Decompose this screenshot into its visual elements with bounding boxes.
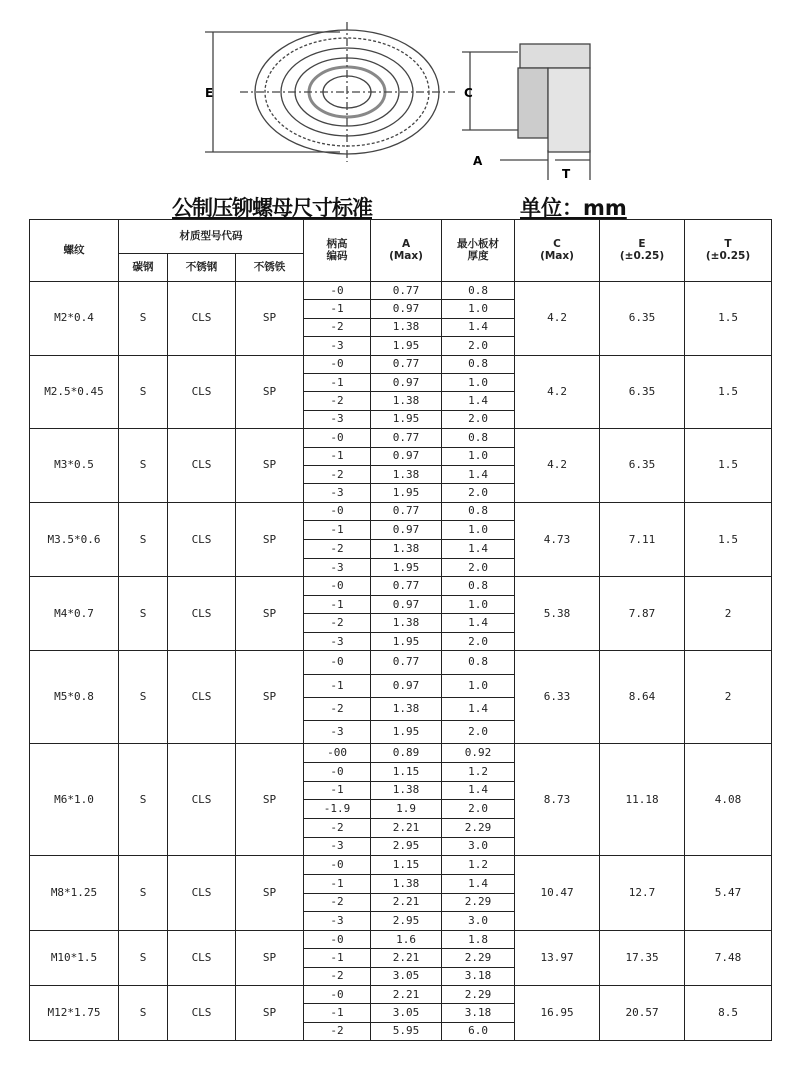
carbon-steel-code: S [119,985,168,1040]
thread-cell: M2.5*0.45 [30,355,119,429]
a-max-cell: 0.97 [371,595,442,614]
shank-code-cell: -1 [304,447,371,465]
e-cell: 7.11 [600,502,685,577]
shank-code-cell: -1 [304,521,371,540]
t-cell: 1.5 [685,502,772,577]
a-max-cell: 1.38 [371,392,442,410]
header-t: T (±0.25) [685,220,772,282]
a-max-cell: 1.38 [371,697,442,720]
min-sheet-cell: 0.8 [442,651,515,674]
shank-code-cell: -2 [304,1022,371,1040]
c-max-cell: 10.47 [515,856,600,931]
shank-code-cell: -2 [304,318,371,336]
shank-code-cell: -1 [304,781,371,800]
header-e: E (±0.25) [600,220,685,282]
min-sheet-cell: 0.8 [442,577,515,596]
min-sheet-cell: 1.4 [442,781,515,800]
header-a: A (Max) [371,220,442,282]
min-sheet-cell: 2.0 [442,632,515,651]
shank-code-cell: -2 [304,540,371,559]
shank-code-cell: -2 [304,967,371,985]
t-cell: 8.5 [685,985,772,1040]
shank-code-cell: -3 [304,484,371,502]
stainless-iron-code: SP [236,577,304,651]
min-sheet-cell: 1.4 [442,875,515,894]
min-sheet-cell: 0.8 [442,429,515,447]
min-sheet-cell: 2.29 [442,893,515,912]
c-max-cell: 6.33 [515,651,600,744]
carbon-steel-code: S [119,931,168,986]
stainless-steel-code: CLS [168,577,236,651]
min-sheet-cell: 1.8 [442,931,515,949]
min-sheet-cell: 1.0 [442,373,515,391]
stainless-steel-code: CLS [168,355,236,429]
page-title: 公制压铆螺母尺寸标准 [172,196,372,220]
t-cell: 1.5 [685,282,772,356]
dimension-table [29,219,772,1041]
stainless-steel-code: CLS [168,744,236,856]
shank-code-cell: -1 [304,949,371,967]
stainless-steel-code: CLS [168,429,236,503]
stainless-iron-code: SP [236,856,304,931]
a-max-cell: 1.38 [371,318,442,336]
a-max-cell: 1.95 [371,410,442,428]
shank-code-cell: -2 [304,614,371,633]
e-cell: 6.35 [600,282,685,356]
a-max-cell: 0.77 [371,429,442,447]
a-max-cell: 1.95 [371,558,442,577]
min-sheet-cell: 0.8 [442,355,515,373]
e-cell: 6.35 [600,429,685,503]
a-max-cell: 1.38 [371,781,442,800]
a-max-cell: 0.77 [371,502,442,521]
shank-code-cell: -2 [304,392,371,410]
a-max-cell: 0.97 [371,674,442,697]
a-max-cell: 2.95 [371,912,442,931]
shank-code-cell: -3 [304,912,371,931]
unit-label: 单位：mm [520,196,627,220]
shank-code-cell: -1 [304,300,371,318]
table-row [30,931,772,949]
stainless-iron-code: SP [236,282,304,356]
a-max-cell: 1.38 [371,540,442,559]
a-max-cell: 1.95 [371,484,442,502]
a-max-cell: 1.95 [371,337,442,355]
stainless-iron-code: SP [236,985,304,1040]
carbon-steel-code: S [119,355,168,429]
shank-code-cell: -1 [304,674,371,697]
min-sheet-cell: 1.0 [442,521,515,540]
shank-code-cell: -00 [304,744,371,763]
min-sheet-cell: 1.0 [442,674,515,697]
header-c: C (Max) [515,220,600,282]
a-max-cell: 1.15 [371,856,442,875]
min-sheet-cell: 1.0 [442,447,515,465]
shank-code-cell: -0 [304,577,371,596]
a-max-cell: 1.38 [371,614,442,633]
a-max-cell: 0.97 [371,447,442,465]
label-t: T [562,167,571,181]
t-cell: 2 [685,577,772,651]
min-sheet-cell: 1.4 [442,318,515,336]
label-a: A [473,154,483,168]
table-row [30,429,772,447]
min-sheet-cell: 2.29 [442,985,515,1003]
a-max-cell: 0.97 [371,373,442,391]
t-cell: 1.5 [685,355,772,429]
stainless-steel-code: CLS [168,931,236,986]
shank-code-cell: -0 [304,931,371,949]
min-sheet-cell: 1.4 [442,392,515,410]
a-max-cell: 1.38 [371,465,442,483]
shank-code-cell: -2 [304,465,371,483]
min-sheet-cell: 3.18 [442,1004,515,1022]
e-cell: 8.64 [600,651,685,744]
min-sheet-cell: 2.29 [442,949,515,967]
stainless-iron-code: SP [236,502,304,577]
shank-code-cell: -1 [304,1004,371,1022]
shank-code-cell: -0 [304,355,371,373]
label-e: E [205,86,214,100]
t-cell: 5.47 [685,856,772,931]
thread-cell: M3.5*0.6 [30,502,119,577]
a-max-cell: 2.21 [371,985,442,1003]
a-max-cell: 3.05 [371,1004,442,1022]
header-stainless-iron: 不锈铁 [236,254,304,282]
carbon-steel-code: S [119,282,168,356]
table-row [30,577,772,596]
carbon-steel-code: S [119,502,168,577]
header-thread: 螺纹 [30,220,119,282]
label-c: C [464,86,473,100]
min-sheet-cell: 0.8 [442,282,515,300]
shank-code-cell: -3 [304,410,371,428]
shank-code-cell: -2 [304,697,371,720]
nut-technical-drawing [0,0,800,190]
min-sheet-cell: 3.0 [442,837,515,856]
e-cell: 20.57 [600,985,685,1040]
a-max-cell: 3.05 [371,967,442,985]
c-max-cell: 8.73 [515,744,600,856]
thread-cell: M5*0.8 [30,651,119,744]
min-sheet-cell: 2.0 [442,410,515,428]
c-max-cell: 4.2 [515,282,600,356]
min-sheet-cell: 1.4 [442,614,515,633]
min-sheet-cell: 2.0 [442,721,515,744]
header-material-code: 材质型号代码 [119,220,304,254]
a-max-cell: 0.77 [371,355,442,373]
e-cell: 6.35 [600,355,685,429]
a-max-cell: 1.95 [371,632,442,651]
t-cell: 4.08 [685,744,772,856]
shank-code-cell: -0 [304,282,371,300]
shank-code-cell: -0 [304,762,371,781]
min-sheet-cell: 6.0 [442,1022,515,1040]
thread-cell: M12*1.75 [30,985,119,1040]
shank-code-cell: -0 [304,502,371,521]
a-max-cell: 2.21 [371,949,442,967]
min-sheet-cell: 3.0 [442,912,515,931]
header-stainless-steel: 不锈钢 [168,254,236,282]
shank-code-cell: -0 [304,856,371,875]
min-sheet-cell: 0.8 [442,502,515,521]
table-row [30,744,772,763]
table-row [30,985,772,1003]
c-max-cell: 4.2 [515,429,600,503]
thread-cell: M6*1.0 [30,744,119,856]
a-max-cell: 1.9 [371,800,442,819]
stainless-steel-code: CLS [168,651,236,744]
c-max-cell: 5.38 [515,577,600,651]
front-view [205,22,455,162]
c-max-cell: 4.2 [515,355,600,429]
thread-cell: M4*0.7 [30,577,119,651]
c-max-cell: 13.97 [515,931,600,986]
carbon-steel-code: S [119,856,168,931]
a-max-cell: 0.77 [371,651,442,674]
shank-code-cell: -2 [304,893,371,912]
table-row [30,282,772,300]
a-max-cell: 2.95 [371,837,442,856]
shank-code-cell: -3 [304,337,371,355]
thread-cell: M10*1.5 [30,931,119,986]
a-max-cell: 0.89 [371,744,442,763]
table-row [30,856,772,875]
min-sheet-cell: 1.2 [442,856,515,875]
min-sheet-cell: 1.4 [442,697,515,720]
a-max-cell: 5.95 [371,1022,442,1040]
header-carbon-steel: 碳钢 [119,254,168,282]
shank-code-cell: -0 [304,985,371,1003]
a-max-cell: 0.97 [371,300,442,318]
carbon-steel-code: S [119,429,168,503]
stainless-steel-code: CLS [168,282,236,356]
carbon-steel-code: S [119,744,168,856]
a-max-cell: 0.97 [371,521,442,540]
carbon-steel-code: S [119,577,168,651]
a-max-cell: 1.6 [371,931,442,949]
min-sheet-cell: 2.29 [442,818,515,837]
stainless-iron-code: SP [236,651,304,744]
min-sheet-cell: 1.0 [442,595,515,614]
a-max-cell: 1.38 [371,875,442,894]
c-max-cell: 4.73 [515,502,600,577]
shank-code-cell: -2 [304,818,371,837]
table-row [30,355,772,373]
stainless-steel-code: CLS [168,985,236,1040]
stainless-steel-code: CLS [168,502,236,577]
e-cell: 7.87 [600,577,685,651]
stainless-steel-code: CLS [168,856,236,931]
thread-cell: M3*0.5 [30,429,119,503]
min-sheet-cell: 2.0 [442,337,515,355]
min-sheet-cell: 1.2 [442,762,515,781]
e-cell: 11.18 [600,744,685,856]
a-max-cell: 2.21 [371,893,442,912]
t-cell: 1.5 [685,429,772,503]
e-cell: 17.35 [600,931,685,986]
min-sheet-cell: 2.0 [442,484,515,502]
shank-code-cell: -0 [304,429,371,447]
a-max-cell: 2.21 [371,818,442,837]
header-shank-code: 柄高 编码 [304,220,371,282]
a-max-cell: 0.77 [371,282,442,300]
a-max-cell: 0.77 [371,577,442,596]
min-sheet-cell: 3.18 [442,967,515,985]
shank-code-cell: -3 [304,558,371,577]
min-sheet-cell: 1.4 [442,540,515,559]
stainless-iron-code: SP [236,355,304,429]
shank-code-cell: -3 [304,632,371,651]
c-max-cell: 16.95 [515,985,600,1040]
a-max-cell: 1.15 [371,762,442,781]
stainless-iron-code: SP [236,744,304,856]
min-sheet-cell: 0.92 [442,744,515,763]
carbon-steel-code: S [119,651,168,744]
e-cell: 12.7 [600,856,685,931]
a-max-cell: 1.95 [371,721,442,744]
shank-code-cell: -0 [304,651,371,674]
shank-code-cell: -1 [304,875,371,894]
stainless-iron-code: SP [236,429,304,503]
t-cell: 7.48 [685,931,772,986]
header-min-sheet: 最小板材 厚度 [442,220,515,282]
shank-code-cell: -3 [304,837,371,856]
thread-cell: M2*0.4 [30,282,119,356]
thread-cell: M8*1.25 [30,856,119,931]
shank-code-cell: -1 [304,595,371,614]
min-sheet-cell: 2.0 [442,800,515,819]
shank-code-cell: -1 [304,373,371,391]
min-sheet-cell: 1.0 [442,300,515,318]
t-cell: 2 [685,651,772,744]
min-sheet-cell: 1.4 [442,465,515,483]
shank-code-cell: -3 [304,721,371,744]
table-row [30,502,772,521]
stainless-iron-code: SP [236,931,304,986]
min-sheet-cell: 2.0 [442,558,515,577]
shank-code-cell: -1.9 [304,800,371,819]
table-row [30,651,772,674]
